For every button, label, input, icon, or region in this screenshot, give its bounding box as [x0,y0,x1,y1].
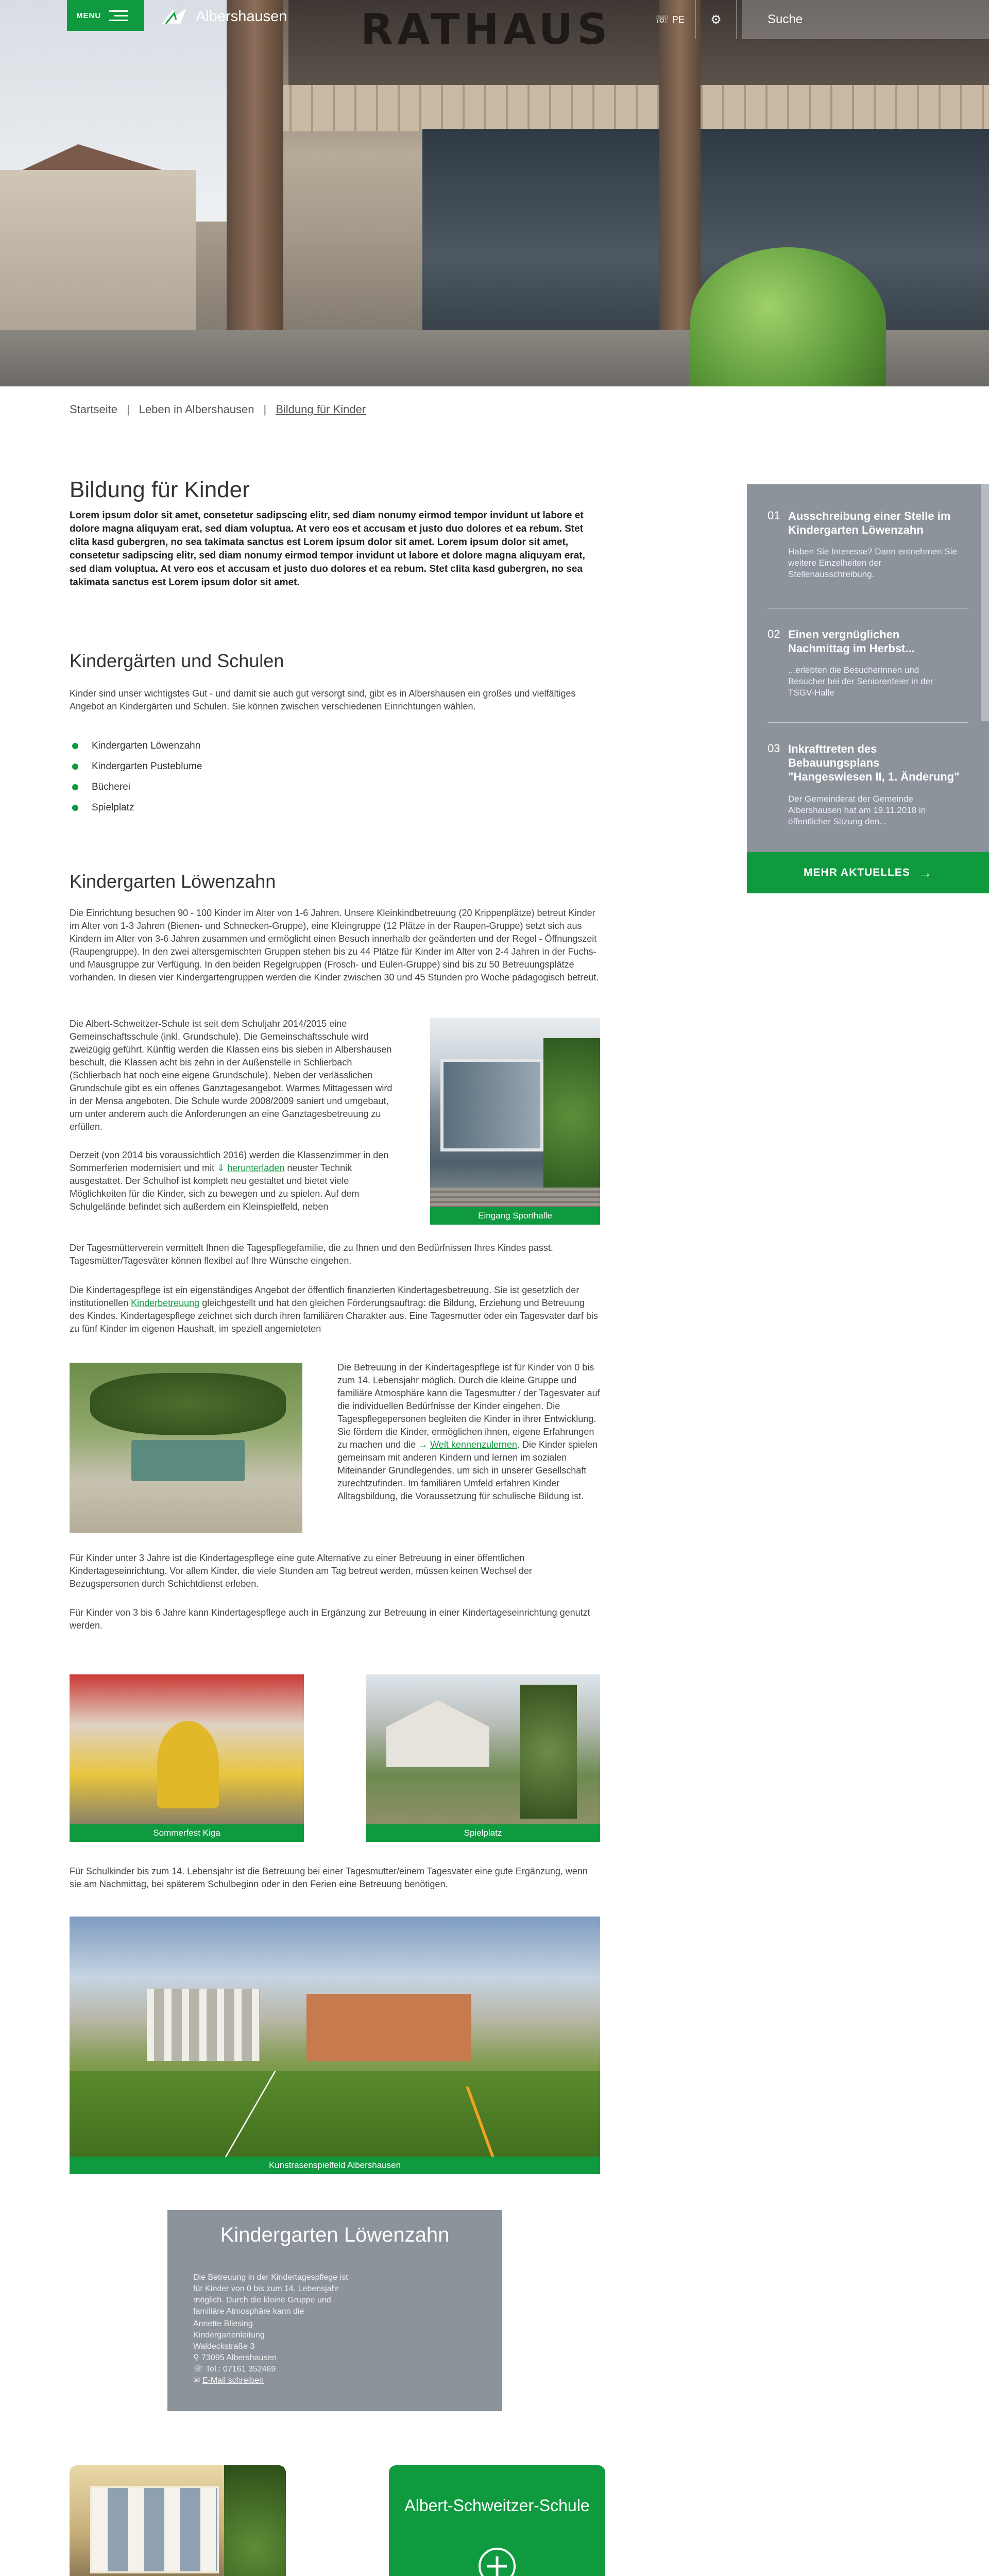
breadcrumb-leben[interactable]: Leben in Albershausen [139,403,254,416]
news-sidebar: 01 Ausschreibung einer Stelle im Kindergarten Löwenzahn Haben Sie Interesse? Dann entnehmen Sie weitere Einzelheiten der Stellenausschreibung. 02 Einen vergnüglichen Nachmittag im Herbst... ...erlebten die Besucherinnen und Besucher bei der Seniorenfeier in der TSGV-Halle 03 Inkrafttreten des Bebauungsplans "Hangeswiesen II, 1. Änderung" Der Gemeinderat der Gemeinde Albershausen hat am 19.11.2018 in öffentlicher Sitzung den... [747,484,989,893]
language-label: PE [672,14,685,25]
bullet-icon [72,784,78,790]
download-icon: ⇓ [217,1163,225,1173]
more-news-button[interactable]: MEHR AKTUELLES → [747,852,989,893]
paragraph-2: Die Albert-Schweitzer-Schule ist seit dem Schuljahr 2014/2015 eine Gemeinschaftsschule (inkl. Grundschule). Die Gemeinschaftsschule wird zweizügig geführt. Künftig werden die Klassen eins bis sieben in Albershausen beschult, die Klassen acht bis zehn in der Außenstelle in Schlierbach (Schlierbach hat noch eine eigene Grundschule). Neben der verlässlichen Grundschule gibt es ein offenes Ganztagesangebot. Warmes Mittagessen wird in der Mensa angeboten. Die Schule wurde 2008/2009 saniert und umgebaut, um unter anderem auch die Anforderungen an eine Ganztagesbetreuung zu erfüllen. [70,1019,393,1132]
image-sporthalle [430,1018,600,1225]
menu-button[interactable] [67,0,144,31]
settings-button[interactable] [695,0,737,39]
paragraph-6: Die Betreuung in der Kindertagespflege ist für Kinder von 0 bis zum 14. Lebensjahr möglich. Durch die kleine Gruppe und familiäre Atmosphäre kann die Tagesmutter / der Tagesvater auf die individuellen Bedürfnisse der Kinder eingehen. Die Tagespflegepersonen begleiten die Kinder in ihrer Entwicklung. Sie fördern die Kinder, ermöglichen ihnen, eigene Erfahrungen zu machen und die → Welt kennenzulernen. Die Kinder spielen gemeinsam mit anderen Kindern und lernen im sozialen Miteinander Grundlegendes, um sich in unserer Gesellschaft zurechtzufinden. Im familiären Umfeld erfahren Kinder Alltagsbildung, die Voraussetzung für schulische Bildung ist. [337,1362,600,1501]
logo-text: Albershausen [196,8,287,25]
menu-icon [109,7,128,24]
contact-box [167,2210,502,2411]
image-sommerfest [70,1674,304,1842]
institution-list [72,736,202,818]
hero-image [0,0,989,386]
divider [768,722,968,723]
bullet-icon [72,805,78,811]
image-caption: Spielplatz [366,1824,600,1842]
menu-label: MENU [76,11,101,20]
page-lead: Lorem ipsum dolor sit amet, consetetur sadipscing elitr, sed diam nonumy eirmod tempor invidunt ut labore et dolore magna aliquyam erat, sed diam voluptua. At vero eos et accusam et justo duo dolores et ea rebum. Stet clita kasd gubergren, no sea takimata sanctus est Lorem ipsum dolor sit amet. Lorem ipsum dolor sit amet, consetetur sadipscing elitr, sed diam nonumy eirmod tempor invidunt ut labore et dolore magna aliquyam erat, sed diam voluptua. At vero eos et accusam et justo duo dolores et ea rebum. Stet clita kasd gubergren, no sea takimata sanctus est Lorem ipsum dolor sit amet. [70,510,585,588]
mail-icon: ✉ [193,2376,200,2385]
breadcrumb-home[interactable]: Startseite [70,403,117,416]
list-item[interactable]: Kindergarten Löwenzahn [72,736,202,756]
hero-sign-text: RATHAUS [361,5,612,54]
paragraph-8: Für Kinder von 3 bis 6 Jahre kann Kindertagespflege auch in Ergänzung zur Betreuung in einer Kindertageseinrichtung genutzt werden. [70,1607,590,1631]
search-placeholder: Suche [768,12,803,26]
breadcrumb-current: Bildung für Kinder [276,403,366,416]
paragraph-3: Derzeit (von 2014 bis voraussichtlich 2016) werden die Klassenzimmer in den Sommerferien modernisiert und mit ⇓ herunterladen neuster Technik ausgestattet. Der Schulhof ist komplett neu gestaltet und bietet viele Möglichkeiten für die Kinder, sich zu bewegen und zu spielen. Auf dem Schulgelände befindet sich außerdem ein Kleinspielfeld, neben [70,1150,389,1212]
kinderbetreuung-link[interactable]: Kinderbetreuung [131,1298,200,1308]
language-icon: ☏ [655,13,669,26]
page-title: Bildung für Kinder [70,477,250,502]
section-loewenzahn-title: Kindergarten Löwenzahn [70,871,276,892]
news-item-text: ...erlebten die Besucherinnen und Besucher bei der Seniorenfeier in der TSGV-Halle [788,665,933,698]
bullet-icon [72,743,78,749]
section-kindergaerten-text: Kinder sind unser wichtigstes Gut - und damit sie auch gut versorgt sind, gibt es in Albershausen ein großes und vielfältiges Angebot an Kindergärten und Schulen. Sie können zwischen verschiedenen Einrichtungen wählen. [70,688,576,711]
contact-mail-link[interactable]: E-Mail schreiben [202,2376,264,2385]
list-item[interactable]: Bücherei [72,777,202,798]
news-item-text: Haben Sie Interesse? Dann entnehmen Sie weitere Einzelheiten der Stellenausschreibung. [788,547,957,579]
image-spielplatz [366,1674,600,1842]
tile-photo[interactable] [70,2465,286,2576]
image-kunstrasen [70,1917,600,2174]
contact-box-address: Annette Bliesing Kindergartenleitung Waldeckstraße 3 ⚲ 73095 Albershausen ☏ Tel.: 07161 352469 ✉ E-Mail schreiben [193,2319,277,2385]
download-link[interactable]: herunterladen [227,1163,285,1173]
language-button[interactable] [644,0,695,39]
top-bar [0,0,989,36]
plus-icon [479,2548,516,2576]
arrow-right-icon: → [918,865,932,880]
image-caption: Eingang Sporthalle [430,1207,600,1225]
image-caption: Sommerfest Kiga [70,1824,304,1842]
tile-albert-schweitzer-schule[interactable]: Albert-Schweitzer-Schule [389,2465,605,2576]
contact-box-text: Die Betreuung in der Kindertagespflege ist für Kinder von 0 bis zum 14. Lebensjahr möglich. Durch die kleine Gruppe und familiäre Atmosphäre kann die [193,2273,348,2316]
search-input[interactable] [742,0,989,39]
paragraph-1: Die Einrichtung besuchen 90 - 100 Kinder im Alter von 1-6 Jahren. Unsere Kleinkindbetreuung (20 Krippenplätze) betreut Kinder im Alter von 1-3 Jahren (Bienen- und Schnecken-Gruppe), eine Kleingruppe (12 Plätze in der Raupen-Gruppe) setzt sich aus Kindern im Alter von 3-6 Jahren zusammen und ermöglicht einen Besuch innerhalb der geänderten und der Regel - Öffnungszeit (Raupengruppe). In den zwei altersgemischten Gruppen stehen bis zu 44 Plätze für Kinder im Alter von 2-4 Jahren in der Fuchs- und Mausgruppe zur Verfügung. In den beiden Regelgruppen (Frosch- und Eulen-Gruppe) sind bis zu 50 Betreuungsplätze vorhanden. In diesen vier Kindergartengruppen werden die Kinder zwischen 30 und 45 Stunden pro Woche pädagogisch betreut. [70,908,599,982]
arrow-icon: → [418,1439,428,1450]
bullet-icon [72,764,78,770]
news-item-text: Der Gemeinderat der Gemeinde Albershausen hat am 19.11.2018 in öffentlicher Sitzung den... [788,794,926,826]
list-item[interactable]: Kindergarten Pusteblume [72,756,202,777]
logo-icon [160,6,191,27]
paragraph-7: Für Kinder unter 3 Jahre ist die Kindertagespflege eine gute Alternative zu einer Betreuung in einer öffentlichen Kindertageseinrichtung. Vor allem Kinder, die viele Stunden am Tag betreut werden, müssen keinen Wechsel der Bezugspersonen durch Schichtdienst erleben. [70,1553,532,1589]
logo[interactable] [160,6,287,27]
list-item[interactable]: Spielplatz [72,798,202,818]
phone-icon: ☏ [193,2365,204,2374]
location-icon: ⚲ [193,2353,199,2362]
paragraph-4: Der Tagesmütterverein vermittelt Ihnen die Tagespflegefamilie, die zu Ihnen und den Bedürfnissen Ihres Kindes passt. Tagesmütter/Tagesväter können flexibel auf Ihre Wünsche eingehen. [70,1243,553,1266]
contact-box-title: Kindergarten Löwenzahn [220,2224,450,2246]
paragraph-5: Die Kindertagespflege ist ein eigenständiges Angebot der öffentlich finanzierten Kindertagesbetreuung. Sie ist gesetzlich der institutionellen Kinderbetreuung gleichgestellt und hat den gleichen Förderungsauftrag: die Bildung, Erziehung und Betreuung des Kindes. Kindertagespflege zeichnet sich durch ihren familiären Charakter aus. Eine Tagesmutter oder ein Tagesvater darf bis zu fünf Kinder im eigenen Haushalt, im speziell angemieteten [70,1285,598,1334]
welt-link[interactable]: Welt kennenzulernen [430,1439,517,1450]
image-caption: Kunstrasenspielfeld Albershausen [70,2157,600,2174]
image-spielgruppe [70,1363,302,1533]
gear-icon: ⚙ [710,12,722,27]
paragraph-9: Für Schulkinder bis zum 14. Lebensjahr ist die Betreuung bei einer Tagesmutter/einem Tagesvater eine gute Ergänzung, wenn sie am Nachmittag, bei späterem Schulbeginn oder in den Ferien eine Betreuung benötigen. [70,1866,588,1889]
breadcrumb: Startseite | Leben in Albershausen | Bildung für Kinder [70,403,366,416]
sidebar-scrollbar[interactable] [981,484,989,721]
section-kindergaerten-title: Kindergärten und Schulen [70,650,284,671]
